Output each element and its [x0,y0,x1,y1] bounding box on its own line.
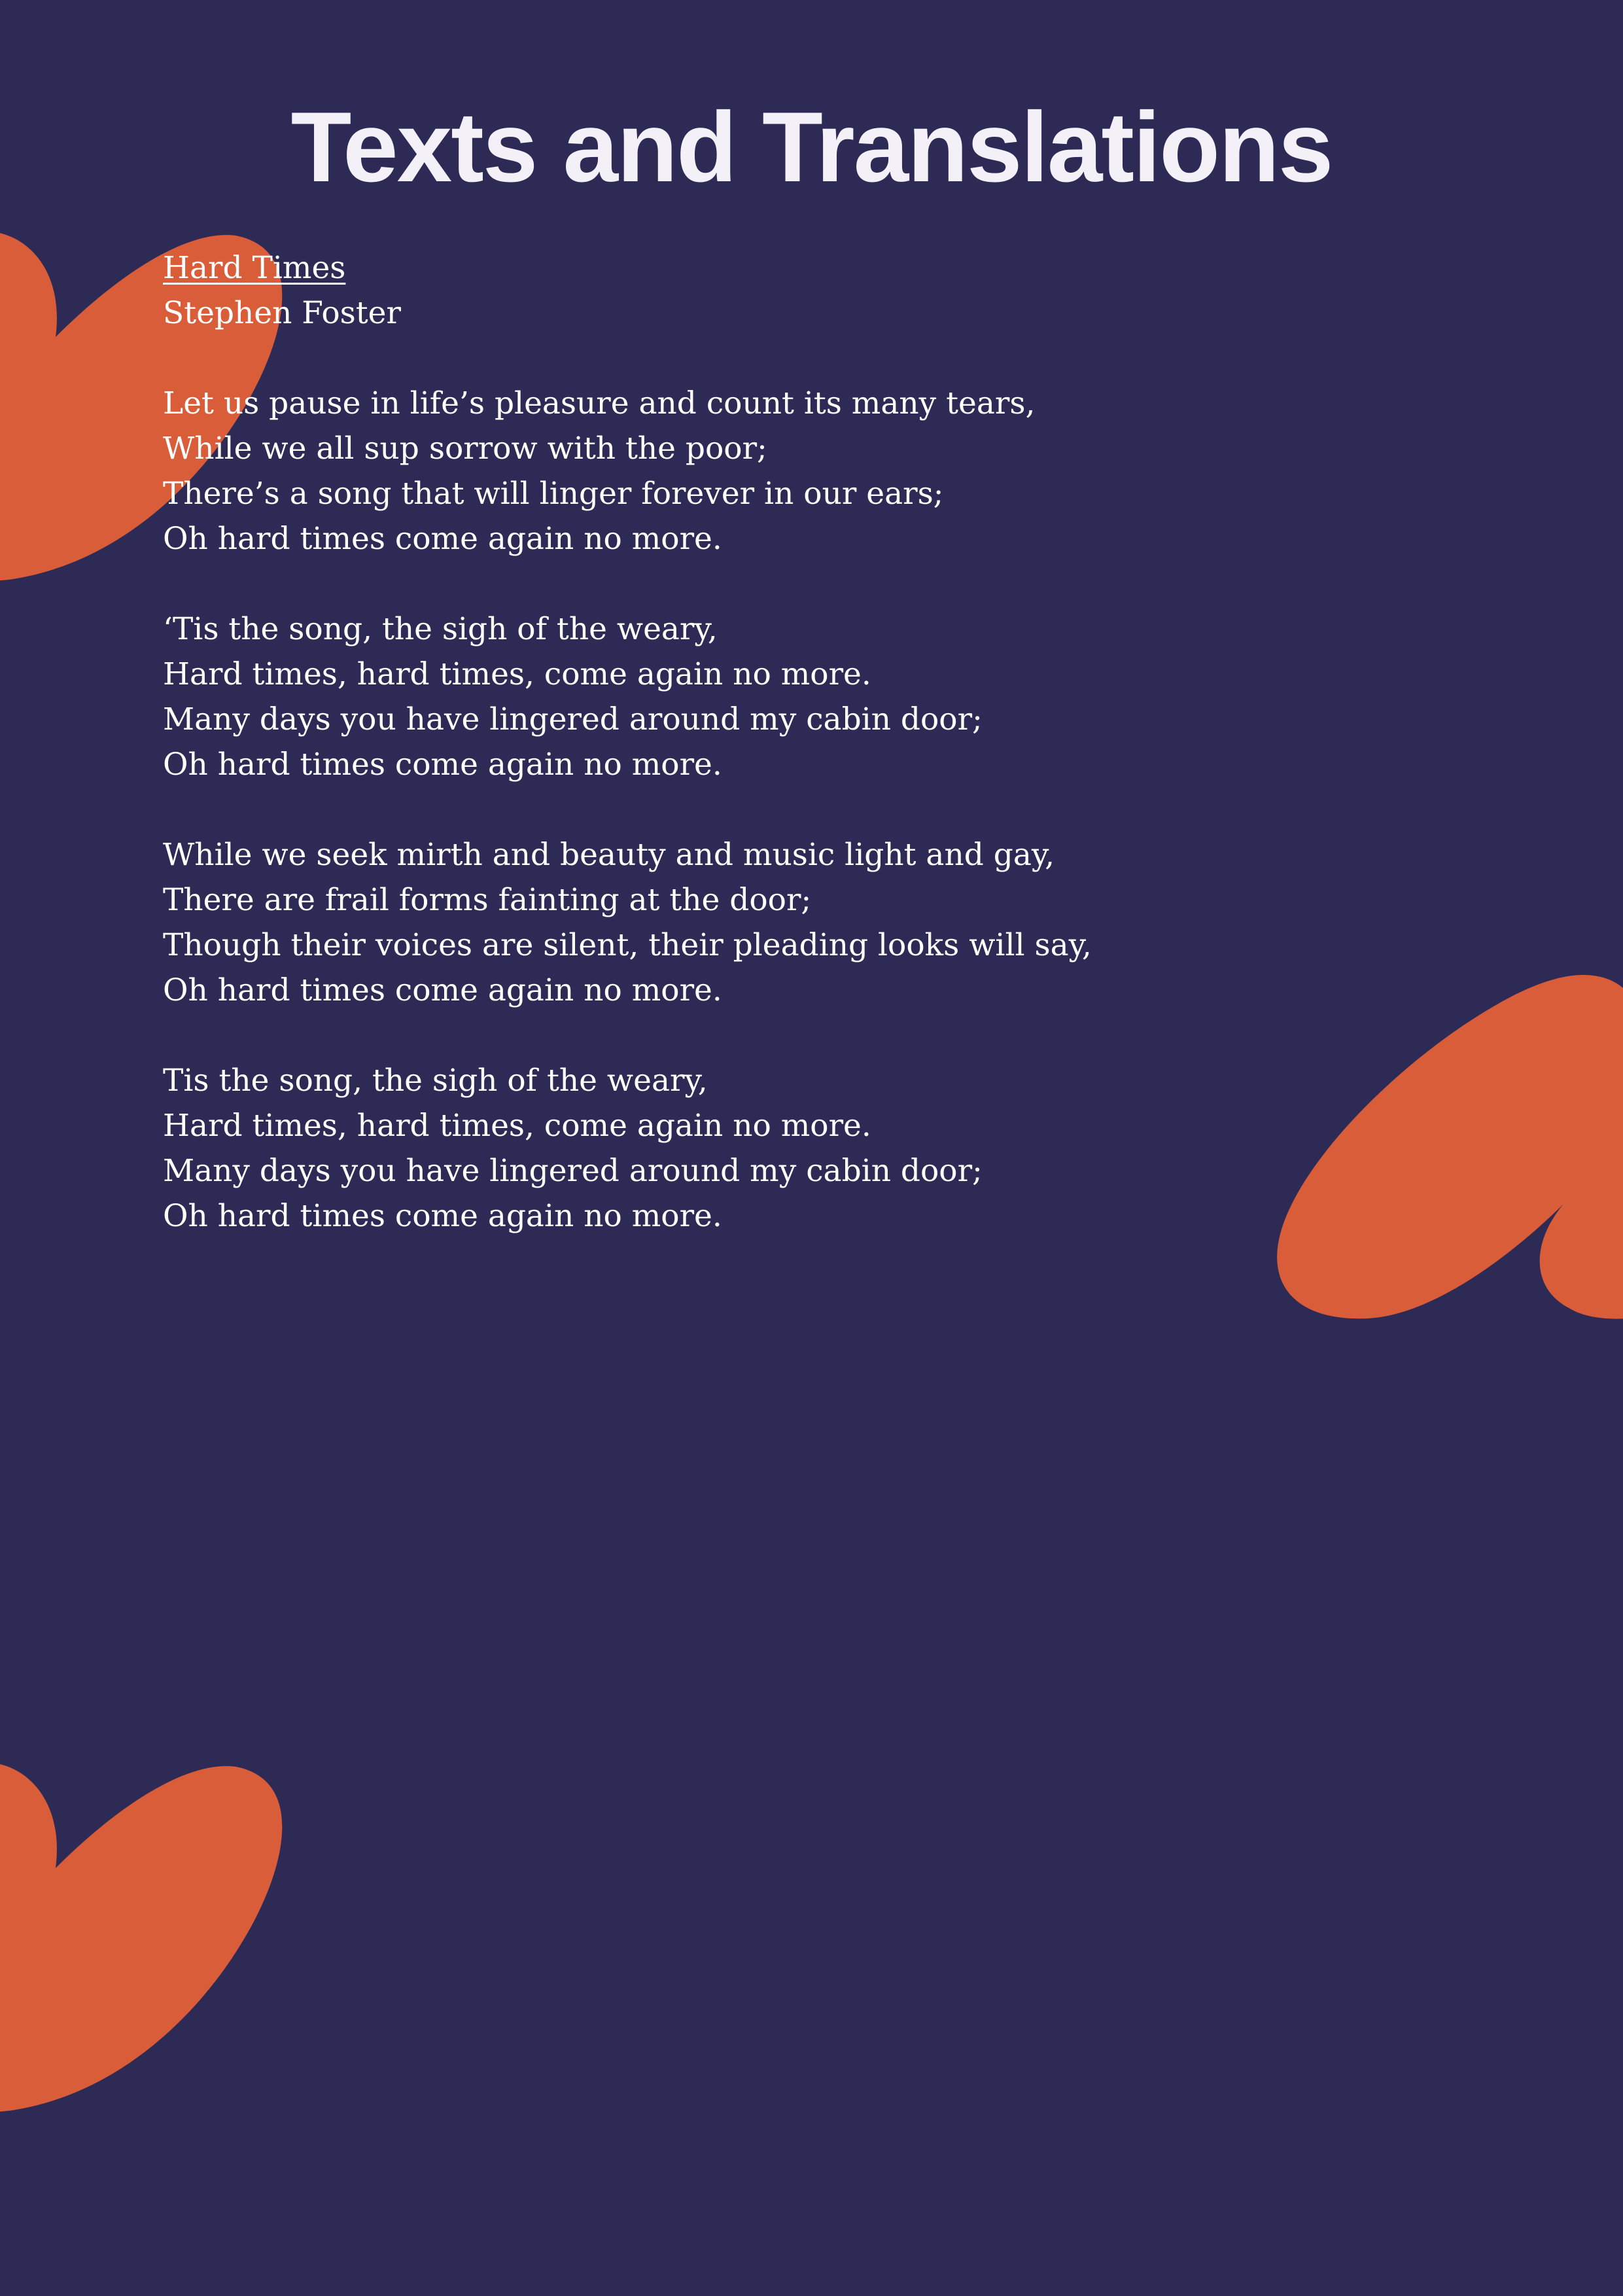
decorative-heart-shape [0,1727,288,2133]
song-composer: Stephen Foster [163,295,401,331]
lyric-line: Oh hard times come again no more. [163,521,722,557]
lyric-line: Many days you have lingered around my cabin door; [163,701,983,737]
stanza-1 [163,381,1406,561]
lyric-line: While we seek mirth and beauty and music light and gay, [163,837,1055,873]
song-title: Hard Times [163,250,346,286]
lyric-line: ‘Tis the song, the sigh of the weary, [163,611,718,647]
stanza-4 [163,1058,1406,1239]
lyric-line: Hard times, hard times, come again no more. [163,656,871,692]
page-title: Texts and Translations [290,92,1333,203]
lyric-line: Hard times, hard times, come again no more. [163,1108,871,1144]
lyric-line: Oh hard times come again no more. [163,972,722,1008]
song-text [163,245,1406,1239]
lyric-line: Oh hard times come again no more. [163,747,722,783]
lyric-line: While we all sup sorrow with the poor; [163,431,767,467]
lyric-line: There’s a song that will linger forever in our ears; [163,476,944,512]
stanza-3 [163,832,1406,1013]
lyric-line: Though their voices are silent, their pleading looks will say, [163,927,1092,963]
lyric-line: Let us pause in life’s pleasure and count its many tears, [163,385,1036,421]
lyric-line: Tis the song, the sigh of the weary, [163,1063,708,1099]
lyric-line: There are frail forms fainting at the door; [163,882,812,918]
lyric-line: Many days you have lingered around my cabin door; [163,1153,983,1189]
lyric-line: Oh hard times come again no more. [163,1198,722,1234]
stanza-2 [163,607,1406,787]
